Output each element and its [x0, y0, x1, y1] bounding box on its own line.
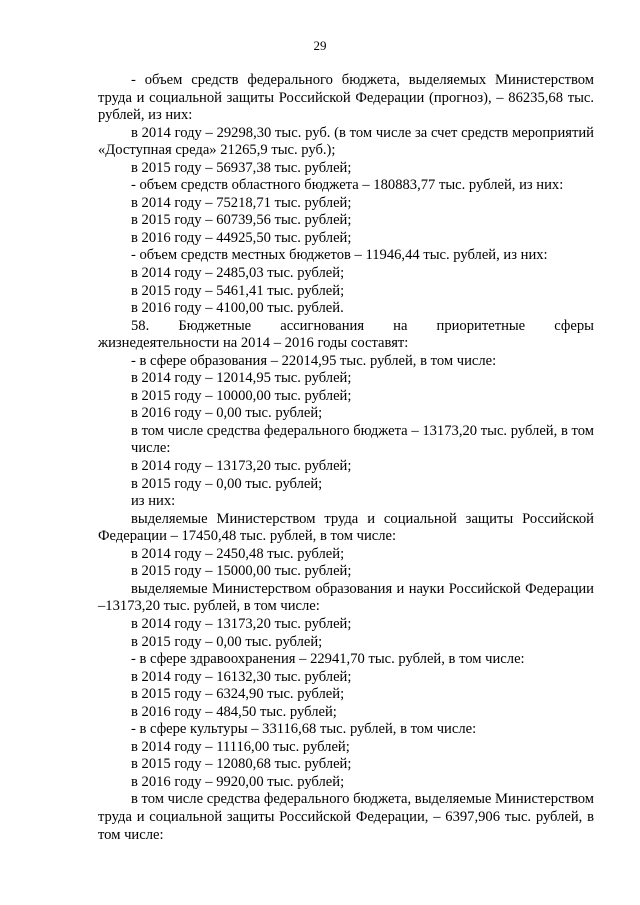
line-2014-regional: в 2014 году – 75218,71 тыс. рублей;: [131, 194, 352, 211]
line-2016-regional: в 2016 году – 44925,50 тыс. рублей;: [131, 229, 352, 246]
clause-58-continuation: жизнедеятельности на 2014 – 2016 годы составят:: [98, 335, 409, 352]
clause-word-1: Бюджетные: [178, 317, 252, 334]
line-2014-local: в 2014 году – 2485,03 тыс. рублей;: [131, 265, 345, 282]
line-education: - в сфере образования – 22014,95 тыс. рублей, в том числе:: [131, 352, 497, 369]
line-of-them: из них:: [131, 493, 176, 510]
line-local-budgets: - объем средств местных бюджетов – 11946,44 тыс. рублей, из них:: [131, 247, 548, 264]
line-2015-edu-ministry: в 2015 году – 0,00 тыс. рублей;: [131, 633, 323, 650]
line-2015-education-federal: в 2015 году – 0,00 тыс. рублей;: [131, 475, 323, 492]
line-2015-regional: в 2015 году – 60739,56 тыс. рублей;: [131, 212, 352, 229]
line-2015-local: в 2015 году – 5461,41 тыс. рублей;: [131, 282, 345, 299]
line-2014-culture: в 2014 году – 11116,00 тыс. рублей;: [131, 738, 350, 755]
line-regional-budget: - объем средств областного бюджета – 180883,77 тыс. рублей, из них:: [131, 177, 564, 194]
paragraph-education-ministry: выделяемые Министерством образования и науки Российской Федерации –13173,20 тыс. рублей, в том числе:: [98, 580, 594, 615]
line-education-federal: в том числе средства федерального бюджета – 13173,20 тыс. рублей, в том числе:: [131, 422, 594, 457]
line-2015-culture: в 2015 году – 12080,68 тыс. рублей;: [131, 756, 352, 773]
line-2014-labour: в 2014 году – 2450,48 тыс. рублей;: [131, 545, 345, 562]
document-body: [98, 72, 594, 844]
paragraph-labour-ministry: выделяемые Министерством труда и социальной защиты Российской Федерации – 17450,48 тыс. рублей, в том числе:: [98, 510, 594, 545]
line-2014-edu-ministry: в 2014 году – 13173,20 тыс. рублей;: [131, 615, 352, 632]
line-culture: - в сфере культуры – 33116,68 тыс. рублей, в том числе:: [131, 721, 477, 738]
paragraph-federal-budget: - объем средств федерального бюджета, выделяемых Министерством труда и социальной защиты Российской Федерации (прогноз), – 86235,68 тыс. рублей, из них:: [98, 72, 594, 124]
line-2016-local: в 2016 году – 4100,00 тыс. рублей.: [131, 300, 344, 317]
line-2016-culture: в 2016 году – 9920,00 тыс. рублей;: [131, 773, 345, 790]
page-number: 29: [313, 38, 327, 53]
line-healthcare: - в сфере здравоохранения – 22941,70 тыс. рублей, в том числе:: [131, 651, 525, 668]
line-2015-education: в 2015 году – 10000,00 тыс. рублей;: [131, 387, 352, 404]
clause-word-2: ассигнования: [280, 317, 365, 334]
clause-word-4: приоритетные: [436, 317, 526, 334]
paragraph-2014-federal: в 2014 году – 29298,30 тыс. руб. (в том числе за счет средств мероприятий «Доступная среда» 21265,9 тыс. руб.);: [98, 124, 594, 159]
paragraph-culture-federal: в том числе средства федерального бюджета, выделяемые Министерством труда и социальной защиты Российской Федерации, – 6397,906 тыс. рублей, в том числе:: [98, 791, 594, 843]
line-2014-healthcare: в 2014 году – 16132,30 тыс. рублей;: [131, 668, 352, 685]
clause-word-3: на: [393, 317, 408, 334]
line-2015-labour: в 2015 году – 15000,00 тыс. рублей;: [131, 563, 352, 580]
line-2016-healthcare: в 2016 году – 484,50 тыс. рублей;: [131, 703, 337, 720]
line-2014-education-federal: в 2014 году – 13173,20 тыс. рублей;: [131, 458, 352, 475]
clause-word-5: сферы: [554, 317, 594, 334]
clause-58-heading: [98, 318, 594, 336]
clause-number: 58.: [131, 317, 150, 334]
line-2015-federal: в 2015 году – 56937,38 тыс. рублей;: [131, 159, 352, 176]
line-2016-education: в 2016 году – 0,00 тыс. рублей;: [131, 405, 323, 422]
line-2014-education: в 2014 году – 12014,95 тыс. рублей;: [131, 370, 352, 387]
line-2015-healthcare: в 2015 году – 6324,90 тыс. рублей;: [131, 686, 345, 703]
